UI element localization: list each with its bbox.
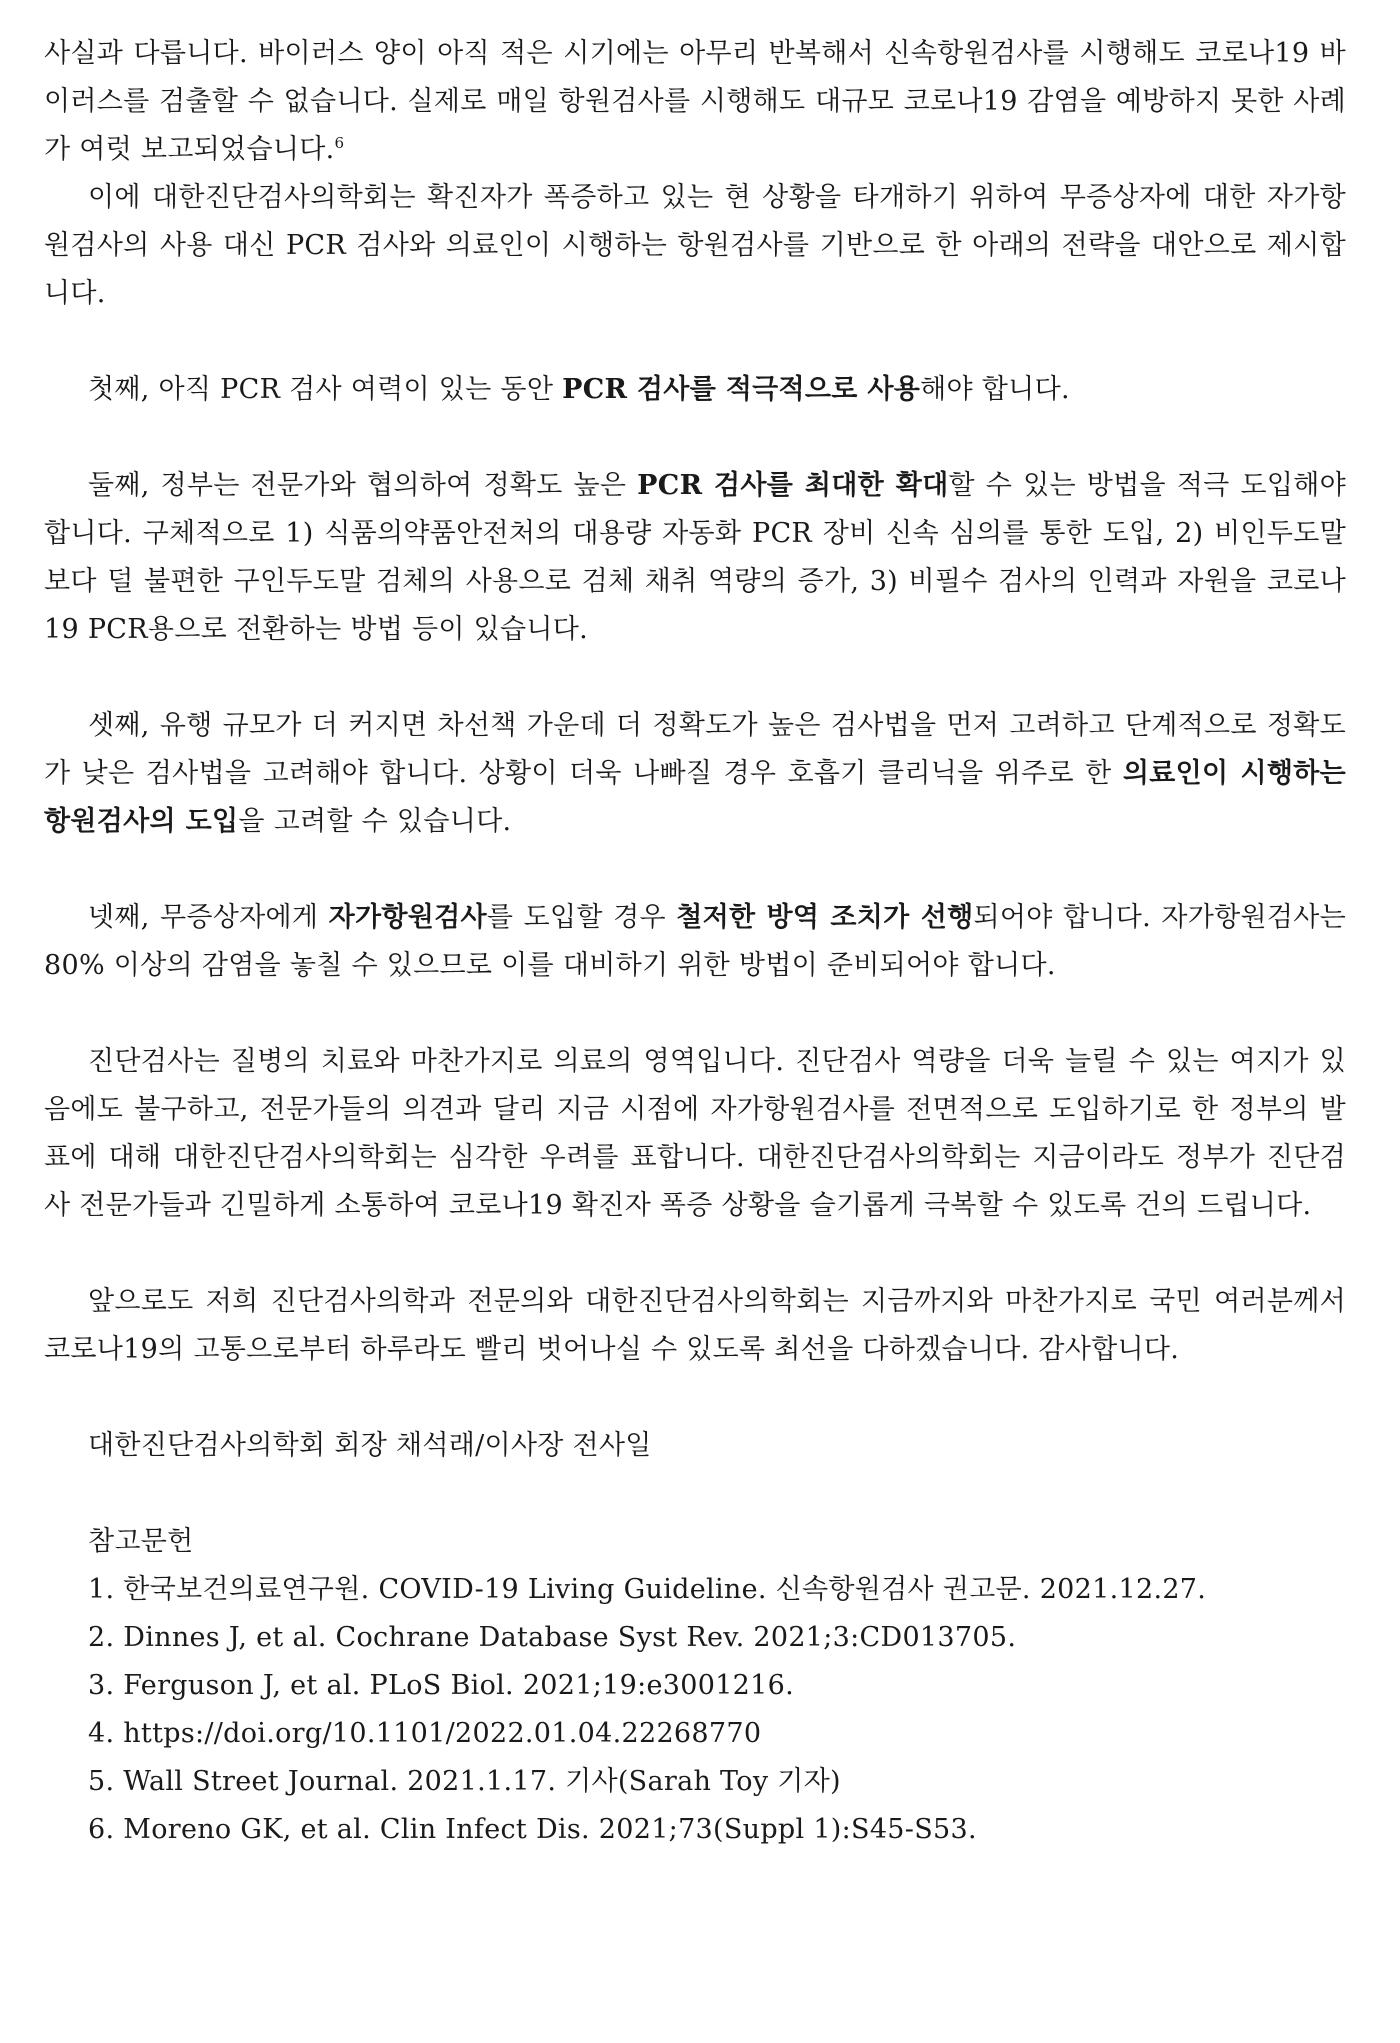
text-span: 셋째, 유행 규모가 더 커지면 차선책 가운데 더 정확도가 높은 검사법을 먼저 고려하고 단계적으로 정확도가 낮은 검사법을 고려해야 합니다. 상황이 더욱 나빠질 경우 호흡기 클리닉을 위주로 한 xyxy=(44,710,1346,789)
reference-item: 5. Wall Street Journal. 2021.1.17. 기사(Sarah Toy 기자) xyxy=(88,1766,841,1797)
text-span: 되어야 합니다. 자가항원검사는 80% 이상의 감염을 놓칠 수 있으므로 이를 대비하기 위한 방법이 준비되어야 합니다. xyxy=(44,902,1346,981)
bold-text: PCR 검사를 적극적으로 사용 xyxy=(562,374,921,405)
paragraph-second xyxy=(44,462,1346,654)
reference-item: 1. 한국보건의료연구원. COVID-19 Living Guideline. 신속항원검사 권고문. 2021.12.27. xyxy=(88,1574,1207,1605)
paragraph-text: 사실과 다릅니다. 바이러스 양이 아직 적은 시기에는 아무리 반복해서 신속항원검사를 시행해도 코로나19 바이러스를 검출할 수 없습니다. 실제로 매일 항원검사를 시행해도 대규모 코로나19 감염을 예방하지 못한 사례가 여럿 보고되었습니다. xyxy=(44,38,1346,165)
bold-text: PCR 검사를 최대한 확대 xyxy=(637,470,949,501)
reference-item: 3. Ferguson J, et al. PLoS Biol. 2021;19:e3001216. xyxy=(88,1670,794,1701)
paragraph-concern: 진단검사는 질병의 치료와 마찬가지로 의료의 영역입니다. 진단검사 역량을 더욱 늘릴 수 있는 여지가 있음에도 불구하고, 전문가들의 의견과 달리 지금 시점에 자가항원검사를 전면적으로 도입하기로 한 정부의 발표에 대해 대한진단검사의학회는 심각한 우려를 표합니다. 대한진단검사의학회는 지금이라도 정부가 진단검사 전문가들과 긴밀하게 소통하여 코로나19 확진자 폭증 상황을 슬기롭게 극복할 수 있도록 건의 드립니다. xyxy=(44,1046,1346,1221)
paragraph-first xyxy=(44,366,1346,414)
references-list xyxy=(44,1566,1346,1854)
bold-text: 의료인이 시행하는 항원검사의 도입 xyxy=(44,758,1346,837)
paragraph-continuation xyxy=(44,30,1346,174)
paragraph-fourth xyxy=(44,894,1346,990)
text-span: 첫째, 아직 PCR 검사 여력이 있는 동안 xyxy=(88,374,563,405)
text-span: 둘째, 정부는 전문가와 협의하여 정확도 높은 xyxy=(88,470,638,501)
document-page xyxy=(44,30,1346,1854)
text-span: 해야 합니다. xyxy=(920,374,1070,405)
reference-item: 6. Moreno GK, et al. Clin Infect Dis. 2021;73(Suppl 1):S45-S53. xyxy=(88,1814,977,1845)
paragraph-closing: 앞으로도 저희 진단검사의학과 전문의와 대한진단검사의학회는 지금까지와 마찬가지로 국민 여러분께서 코로나19의 고통으로부터 하루라도 빨리 벗어나실 수 있도록 최선을 다하겠습니다. 감사합니다. xyxy=(44,1286,1346,1365)
text-span: 를 도입할 경우 xyxy=(486,902,677,933)
reference-item: 4. https://doi.org/10.1101/2022.01.04.22268770 xyxy=(88,1718,762,1749)
references-title: 참고문헌 xyxy=(88,1526,194,1557)
bold-text: 자가항원검사 xyxy=(328,902,487,933)
reference-item: 2. Dinnes J, et al. Cochrane Database Syst Rev. 2021;3:CD013705. xyxy=(88,1622,1017,1653)
paragraph-strategy-intro: 이에 대한진단검사의학회는 확진자가 폭증하고 있는 현 상황을 타개하기 위하여 무증상자에 대한 자가항원검사의 사용 대신 PCR 검사와 의료인이 시행하는 항원검사를 기반으로 한 아래의 전략을 대안으로 제시합니다. xyxy=(44,182,1346,309)
paragraph-third xyxy=(44,702,1346,846)
text-span: 할 수 있는 방법을 적극 도입해야 합니다. 구체적으로 1) 식품의약품안전처의 대용량 자동화 PCR 장비 신속 심의를 통한 도입, 2) 비인두도말보다 덜 불편한 구인두도말 검체의 사용으로 검체 채취 역량의 증가, 3) 비필수 검사의 인력과 자원을 코로나19 PCR용으로 전환하는 방법 등이 있습니다. xyxy=(44,470,1346,645)
footnote-marker: 6 xyxy=(334,134,345,152)
bold-text: 철저한 방역 조치가 선행 xyxy=(676,902,974,933)
signature: 대한진단검사의학회 회장 채석래/이사장 전사일 xyxy=(88,1430,652,1461)
text-span: 넷째, 무증상자에게 xyxy=(88,902,329,933)
text-span: 을 고려할 수 있습니다. xyxy=(238,806,512,837)
